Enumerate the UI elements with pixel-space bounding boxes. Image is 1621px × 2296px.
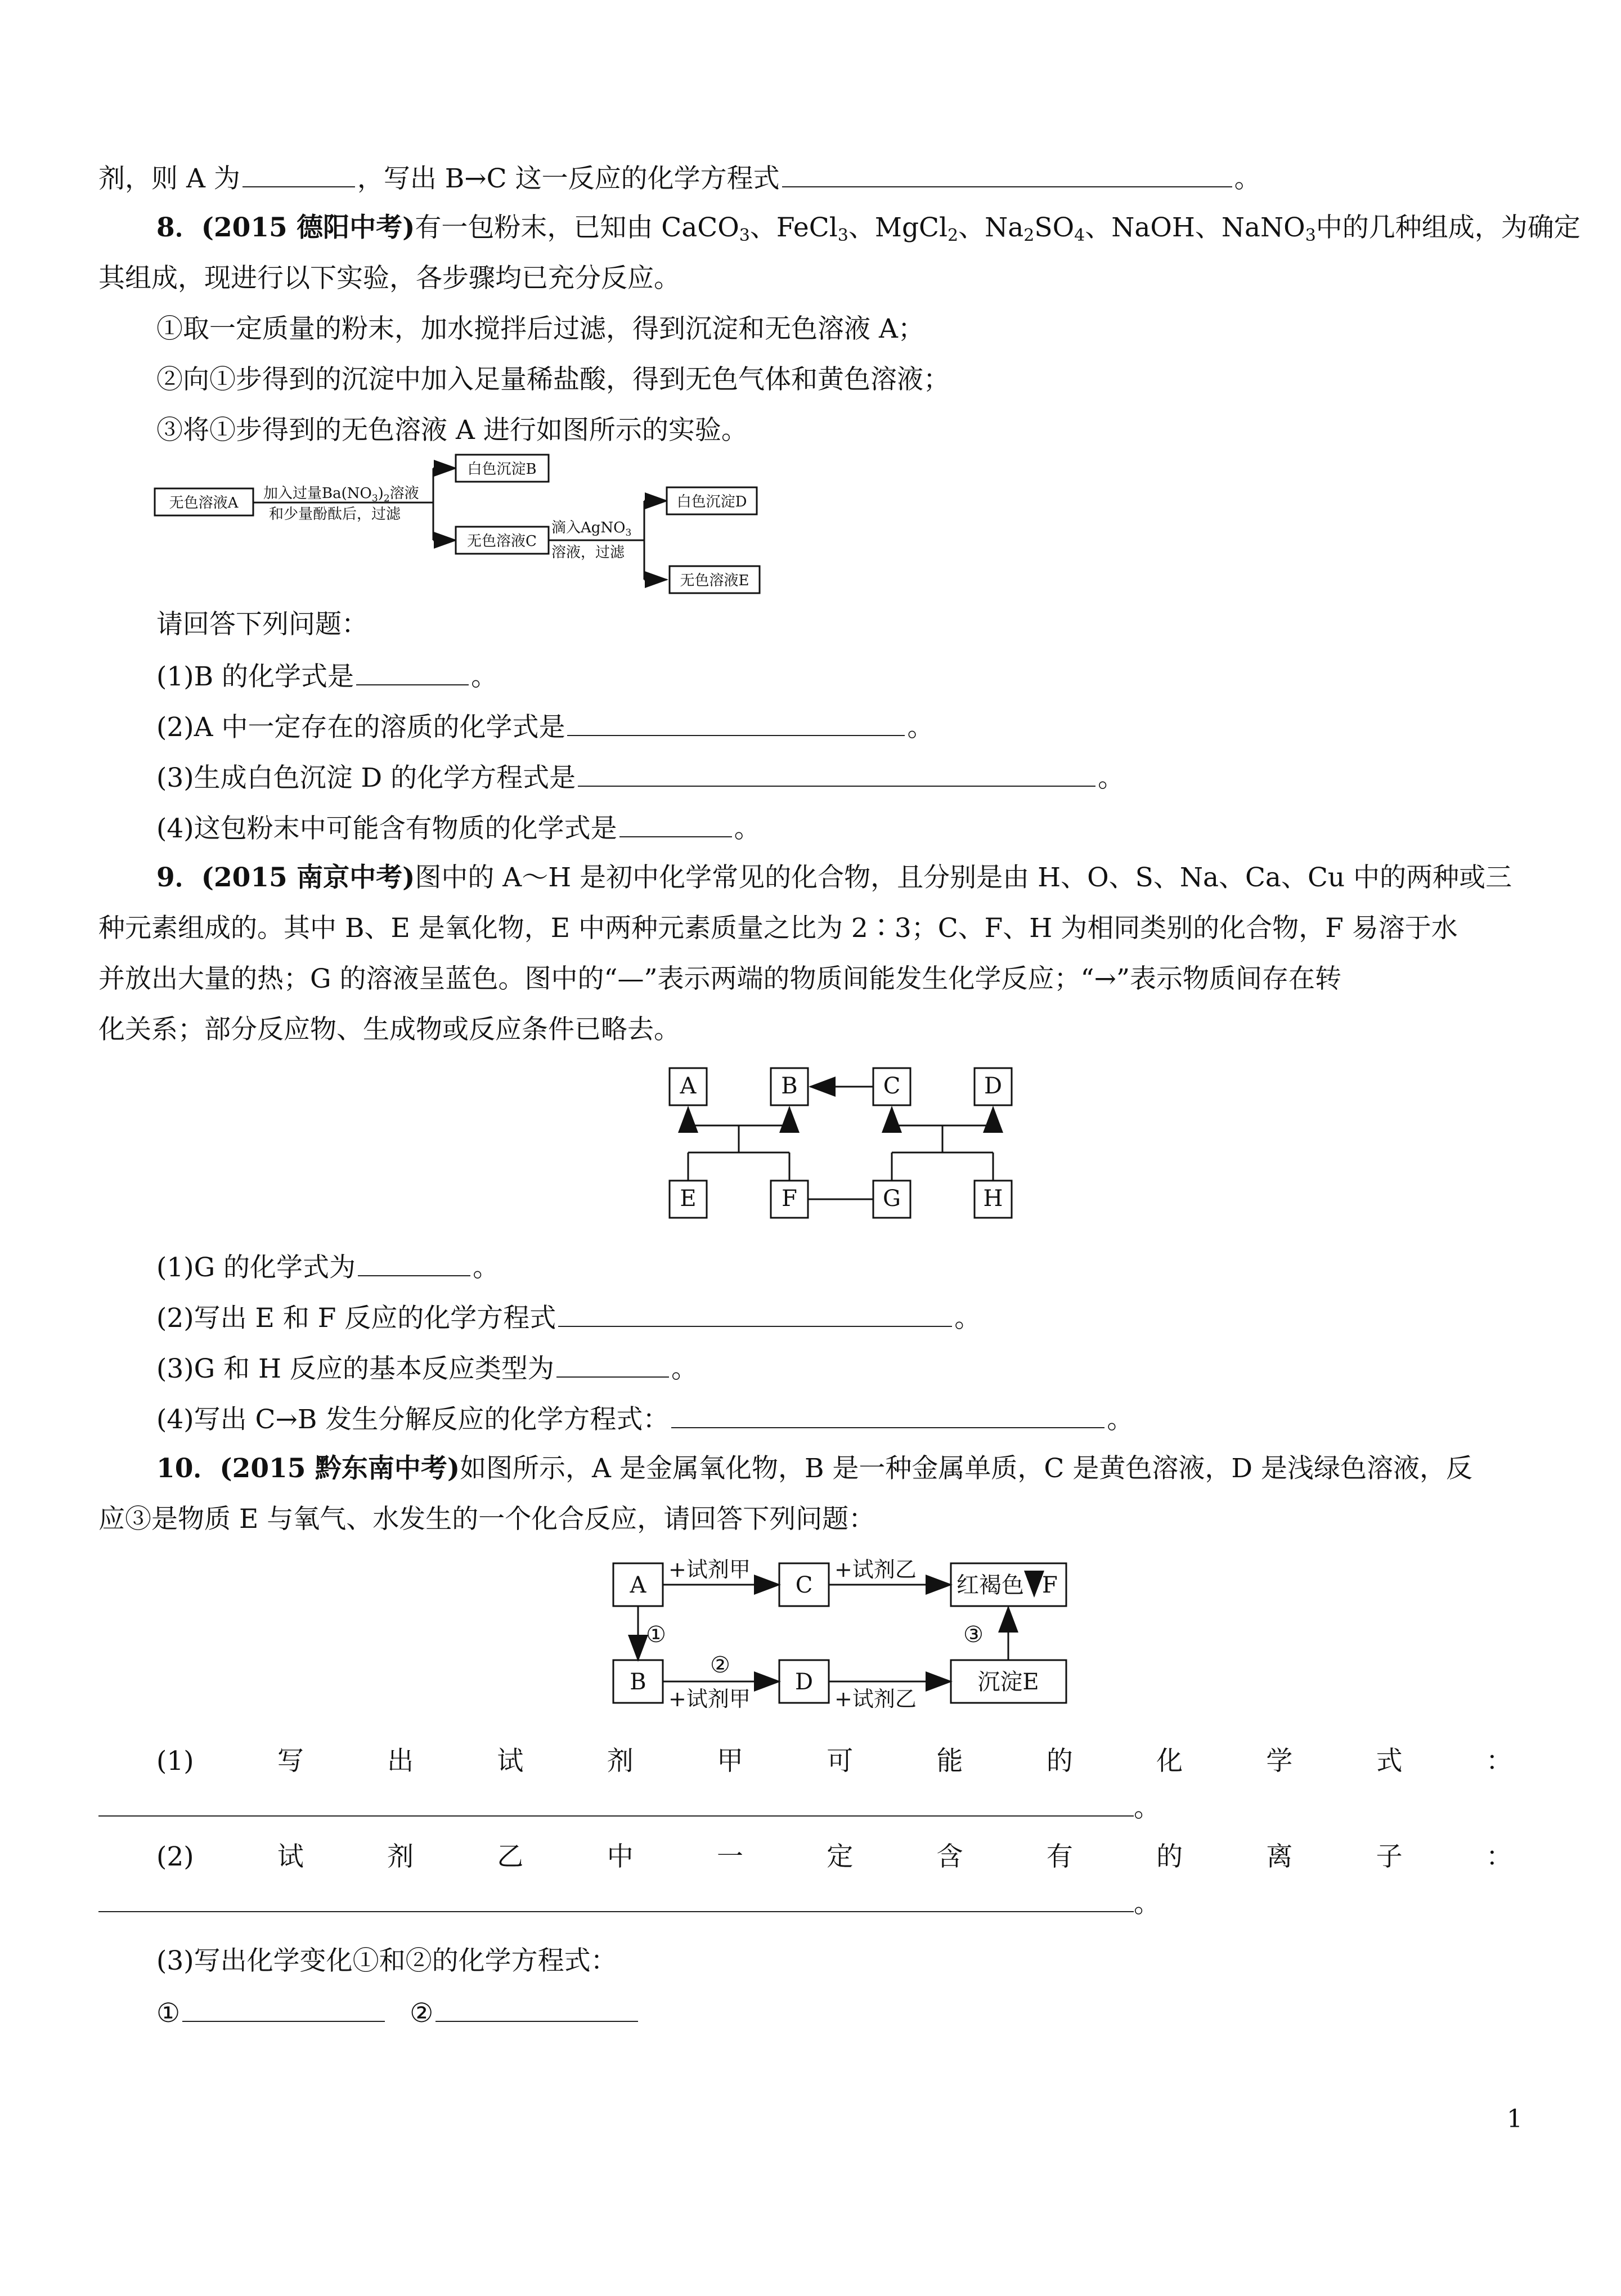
- subscript: 3: [1305, 226, 1316, 245]
- question-text: (1)G 的化学式为: [156, 1252, 356, 1283]
- step-label: ③: [963, 1622, 984, 1648]
- char: 写: [277, 1746, 304, 1777]
- reagent-label: +试剂乙: [834, 1557, 917, 1582]
- svg-text:A: A: [630, 1572, 646, 1598]
- box-e: [951, 1660, 1066, 1703]
- period: 。: [1134, 1888, 1160, 1919]
- char: 离: [1266, 1841, 1293, 1872]
- question-text: (2)A 中一定存在的溶质的化学式是: [156, 712, 565, 743]
- q10-question-3: (3)写出化学变化①和②的化学方程式：: [156, 1945, 617, 1976]
- char: 一: [716, 1841, 743, 1872]
- svg-text:F: F: [1042, 1572, 1058, 1598]
- char: 学: [1266, 1746, 1293, 1777]
- svg-text:D: D: [794, 1669, 814, 1695]
- step-label: ②: [710, 1652, 730, 1678]
- svg-text:B: B: [630, 1669, 646, 1695]
- svg-text:无色溶液C: 无色溶液C: [467, 533, 537, 550]
- question-source: (2015 黔东南中考): [219, 1453, 460, 1484]
- question-text: (4)写出 C→B 发生分解反应的化学方程式：: [156, 1404, 670, 1435]
- box-f: [951, 1563, 1066, 1606]
- q9-stem-line4: 化关系；部分反应物、生成物或反应条件已略去。: [98, 1014, 680, 1045]
- question-text: (3)G 和 H 反应的基本反应类型为: [156, 1353, 554, 1384]
- char: (2): [156, 1841, 194, 1872]
- period: 。: [734, 813, 761, 844]
- char: 试: [497, 1746, 524, 1777]
- svg-text:滴入AgNO3: 滴入AgNO$_3$: [551, 519, 632, 539]
- q10-question-2-answer: [98, 1885, 1160, 1921]
- q10-question-1-answer: [98, 1790, 1160, 1825]
- char: 子: [1376, 1841, 1403, 1872]
- char: 中: [607, 1841, 634, 1872]
- char: 式: [1376, 1746, 1403, 1777]
- stem-text: 、Na: [958, 212, 1024, 243]
- stem-text: 、FeCl: [749, 212, 838, 243]
- q10-stem-line2: 应③是物质 E 与氧气、水发生的一个化合反应，请回答下列问题：: [98, 1504, 875, 1535]
- question-source: (2015 南京中考): [201, 862, 415, 893]
- char: ：: [1485, 1746, 1512, 1777]
- svg-text:A: A: [680, 1073, 697, 1099]
- period: 。: [1107, 1404, 1134, 1435]
- box-b: [613, 1660, 663, 1703]
- question-text: (4)这包粉末中可能含有物质的化学式是: [156, 813, 617, 844]
- svg-text:无色溶液A: 无色溶液A: [169, 495, 239, 512]
- question-text: (1)B 的化学式是: [156, 661, 354, 692]
- subscript: 4: [1074, 226, 1085, 245]
- char: 含: [936, 1841, 963, 1872]
- q8-step-1: ①取一定质量的粉末，加水搅拌后过滤，得到沉淀和无色溶液 A；: [156, 313, 924, 344]
- reagent-label: +试剂甲: [668, 1687, 751, 1711]
- char: 能: [936, 1746, 963, 1777]
- q8-step-3: ③将①步得到的无色溶液 A 进行如图所示的实验。: [156, 415, 748, 446]
- q10-question-2-text: [156, 1840, 1512, 1874]
- q9-stem-line2: 种元素组成的。其中 B、E 是氧化物，E 中两种元素质量之比为 2∶3；C、F、H 为相同类别的化合物，F 易溶于水: [98, 913, 1458, 944]
- char: 的: [1156, 1841, 1183, 1872]
- q10-question-1: [156, 1745, 1512, 1778]
- subscript: 3: [739, 226, 750, 245]
- question-text: (2)写出 E 和 F 反应的化学方程式: [156, 1303, 556, 1334]
- question-source: (2015 德阳中考): [201, 212, 415, 243]
- svg-text:D: D: [984, 1073, 1003, 1099]
- char: 有: [1046, 1841, 1073, 1872]
- char: 剂: [607, 1746, 634, 1777]
- stem-text: SO: [1034, 212, 1075, 243]
- step-label: ①: [646, 1622, 666, 1648]
- q10-question-1-text: [156, 1745, 1512, 1778]
- svg-text:和少量酚酞后，过滤: 和少量酚酞后，过滤: [269, 506, 401, 523]
- char: (1): [156, 1746, 194, 1777]
- q10-question-3-answers: [156, 1995, 640, 2030]
- intro-end: 。: [1234, 163, 1261, 194]
- stem-text: 中的几种组成，为确定: [1315, 212, 1580, 243]
- svg-text:C: C: [795, 1572, 813, 1598]
- char: 剂: [387, 1841, 414, 1872]
- q9-stem-line3: 并放出大量的热；G 的溶液呈蓝色。图中的“—”表示两端的物质间能发生化学反应；“→”表示物质间存在转: [98, 963, 1341, 994]
- question-number: 8．: [156, 212, 201, 243]
- stem-text: 、MgCl: [848, 212, 948, 243]
- subscript: 3: [837, 226, 848, 245]
- answer-blank[interactable]: [98, 1885, 1134, 1912]
- stem-text: 有一包粉末，已知由 CaCO: [415, 212, 739, 243]
- question-number: 9．: [156, 862, 201, 893]
- answer-blank[interactable]: [182, 1995, 385, 2022]
- char: 可: [827, 1746, 854, 1777]
- char: 化: [1156, 1746, 1183, 1777]
- question-text: (3)生成白色沉淀 D 的化学方程式是: [156, 763, 576, 793]
- svg-text:B: B: [781, 1073, 798, 1099]
- svg-text:白色沉淀B: 白色沉淀B: [467, 461, 537, 478]
- svg-text:红褐色: 红褐色: [957, 1572, 1024, 1598]
- box-c: [779, 1563, 829, 1606]
- period: 。: [473, 1252, 500, 1283]
- subscript: 2: [948, 226, 959, 245]
- char: ：: [1485, 1841, 1512, 1872]
- question-number: 10．: [156, 1453, 220, 1484]
- char: 的: [1046, 1746, 1073, 1777]
- q8-step-2: ②向①步得到的沉淀中加入足量稀盐酸，得到无色气体和黄色溶液；: [156, 364, 950, 395]
- svg-text:加入过量Ba(NO3)2溶液: 加入过量$Ba(NO_3)_2$溶液: [263, 485, 419, 504]
- char: 甲: [716, 1746, 743, 1777]
- svg-text:溶液，过滤: 溶液，过滤: [551, 544, 625, 561]
- reagent-label: +试剂甲: [668, 1557, 751, 1582]
- q8-stem-line2: 其组成，现进行以下实验，各步骤均已充分反应。: [98, 263, 680, 294]
- box-d: [779, 1660, 829, 1703]
- circled-number: ②: [410, 1998, 434, 2029]
- stem-text: 图中的 A～H 是初中化学常见的化合物，且分别是由 H、O、S、Na、Ca、Cu 中的两种或三: [415, 862, 1512, 893]
- char: 出: [387, 1746, 414, 1777]
- char: 试: [277, 1841, 304, 1872]
- char: 定: [827, 1841, 854, 1872]
- reagent-label: +试剂乙: [834, 1687, 917, 1711]
- intro-mid: ，写出 B→C 这一反应的化学方程式: [357, 163, 780, 194]
- svg-text:G: G: [883, 1186, 901, 1212]
- stem-text: 如图所示，A 是金属氧化物，B 是一种金属单质，C 是黄色溶液，D 是浅绿色溶液，反: [460, 1453, 1472, 1484]
- circled-number: ①: [156, 1998, 181, 2029]
- svg-text:E: E: [680, 1186, 697, 1212]
- page-number: 1: [1507, 2105, 1523, 2133]
- period: 。: [671, 1353, 698, 1384]
- svg-text:沉淀E: 沉淀E: [977, 1669, 1039, 1695]
- svg-text:无色溶液E: 无色溶液E: [680, 572, 749, 589]
- period: 。: [1134, 1792, 1160, 1823]
- period: 。: [954, 1303, 981, 1334]
- q10-question-2: [156, 1840, 1512, 1874]
- period: 。: [1098, 763, 1125, 793]
- svg-text:F: F: [782, 1186, 797, 1212]
- stem-text: 、NaOH、NaNO: [1085, 212, 1305, 243]
- period: 。: [471, 661, 498, 692]
- subscript: 2: [1023, 226, 1035, 245]
- q8-prompt: 请回答下列问题：: [156, 609, 368, 640]
- svg-text:白色沉淀D: 白色沉淀D: [676, 494, 747, 510]
- answer-blank[interactable]: [98, 1790, 1134, 1817]
- box-a: [613, 1563, 663, 1606]
- char: 乙: [497, 1841, 524, 1872]
- answer-blank[interactable]: [435, 1995, 638, 2022]
- svg-text:C: C: [883, 1073, 901, 1099]
- intro-prefix: 剂，则 A 为: [98, 163, 240, 194]
- svg-text:H: H: [983, 1186, 1003, 1212]
- period: 。: [907, 712, 934, 743]
